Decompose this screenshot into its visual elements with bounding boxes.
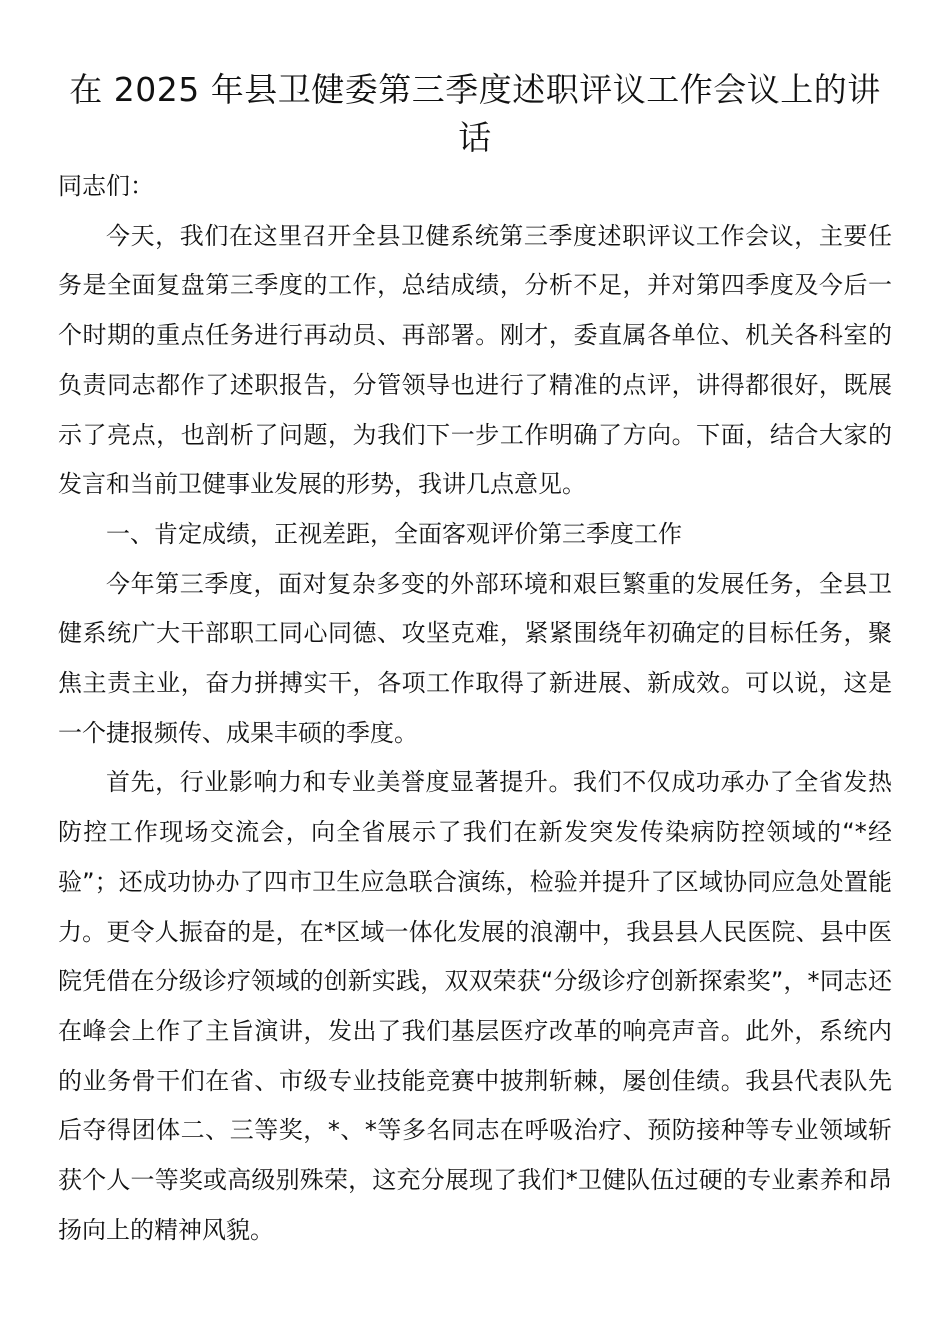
paragraph-achievements: 首先，行业影响力和专业美誉度显著提升。我们不仅成功承办了全省发热防控工作现场交流会，向全省展示了我们在新发突发传染病防控领域的“*经验”；还成功协办了四市卫生应急联合演练，检验并提升了区域协同应急处置能力。更令人振奋的是，在*区域一体化发展的浪潮中，我县县人民医院、县中医院凭借在分级诊疗领域的创新实践，双双荣获“分级诊疗创新探索奖”，*同志还在峰会上作了主旨演讲，发出了我们基层医疗改革的响亮声音。此外，系统内的业务骨干们在省、市级专业技能竞赛中披荆斩棘，屡创佳绩。我县代表队先后夺得团体二、三等奖，*、*等多名同志在呼吸治疗、预防接种等专业领域斩获个人一等奖或高级别殊荣，这充分展现了我们*卫健队伍过硬的专业素养和昂扬向上的精神风貌。	[58, 768, 892, 1244]
section-heading-1: 一、肯定成绩，正视差距，全面客观评价第三季度工作	[106, 519, 682, 548]
document-title: 在 2025 年县卫健委第三季度述职评议工作会议上的讲话	[69, 70, 881, 157]
document-page	[58, 66, 892, 1255]
salutation: 同志们：	[58, 172, 154, 200]
paragraph-q3-summary: 今年第三季度，面对复杂多变的外部环境和艰巨繁重的发展任务，全县卫健系统广大干部职工同心同德、攻坚克难，紧紧围绕年初确定的目标任务，聚焦主责主业，奋力拼搏实干，各项工作取得了新进展、新成效。可以说，这是一个捷报频传、成果丰硕的季度。	[58, 569, 892, 747]
paragraph-opening: 今天，我们在这里召开全县卫健系统第三季度述职评议工作会议，主要任务是全面复盘第三季度的工作，总结成绩，分析不足，并对第四季度及今后一个时期的重点任务进行再动员、再部署。刚才，委直属各单位、机关各科室的负责同志都作了述职报告，分管领导也进行了精准的点评，讲得都很好，既展示了亮点，也剖析了问题，为我们下一步工作明确了方向。下面，结合大家的发言和当前卫健事业发展的形势，我讲几点意见。	[58, 221, 892, 499]
